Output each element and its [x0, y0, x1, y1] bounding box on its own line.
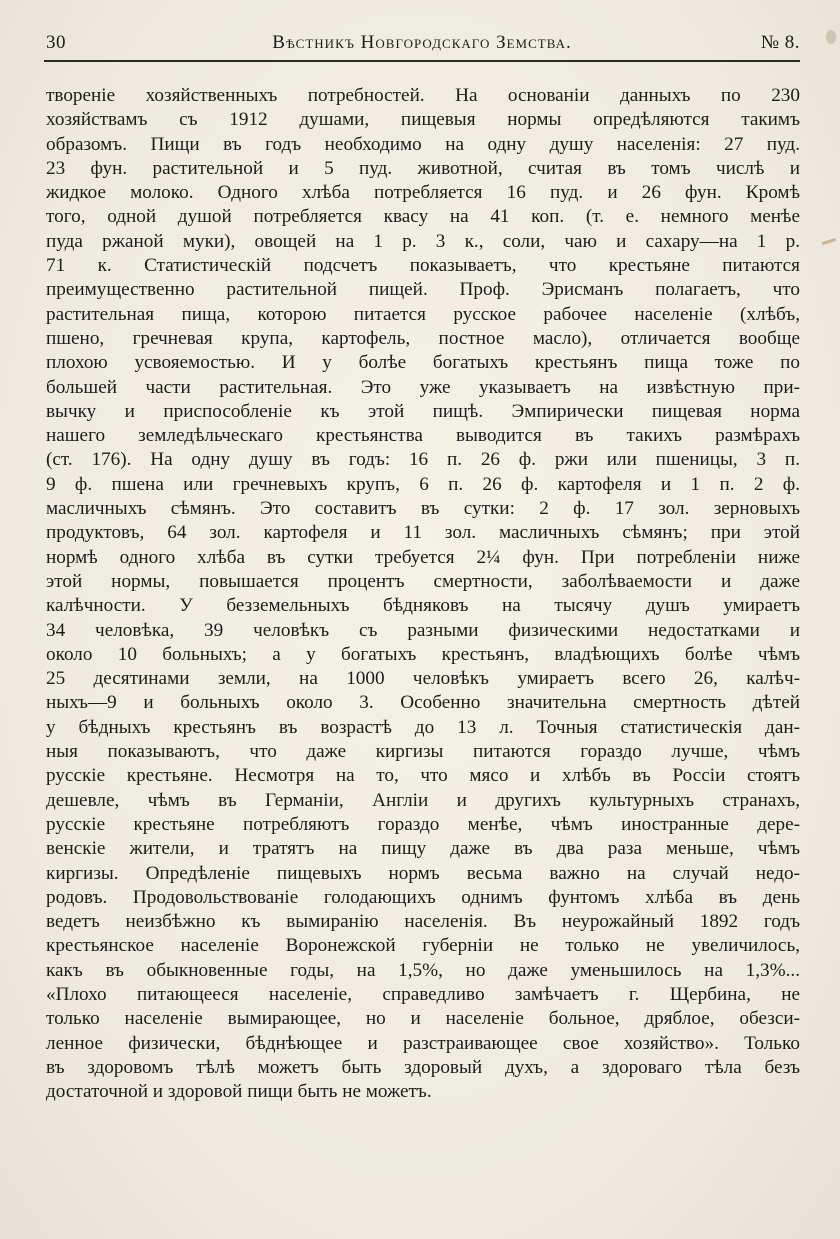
- text-line: 34 человѣка, 39 человѣкъ съ разными физическими недостатками и: [46, 619, 800, 641]
- text-line: масличныхъ сѣмянъ. Это составитъ въ сутки: 2 ф. 17 зол. зерновыхъ: [46, 498, 800, 520]
- text-line: того, одной душой потребляется квасу на 41 коп. (т. е. немного менѣе: [46, 206, 800, 228]
- text-line: плохою усвояемостью. И у болѣе богатыхъ крестьянъ пища тоже по: [46, 352, 800, 374]
- text-line: дешевле, чѣмъ въ Германіи, Англіи и другихъ культурныхъ странахъ,: [46, 789, 800, 811]
- text-line: около 10 больныхъ; а у богатыхъ крестьянъ, владѣющихъ болѣе чѣмъ: [46, 643, 800, 665]
- text-line: пуда ржаной муки), овощей на 1 р. 3 к., соли, чаю и сахару—на 1 р.: [46, 230, 800, 252]
- text-line: родовъ. Продовольствованіе голодающихъ однимъ фунтомъ хлѣба въ день: [46, 886, 800, 908]
- page-number: 30: [46, 32, 66, 53]
- text-line: русскіе крестьяне. Несмотря на то, что мясо и хлѣбъ въ Россіи стоятъ: [46, 765, 800, 787]
- text-line: (ст. 176). На одну душу въ годъ: 16 п. 26 ф. ржи или пшеницы, 3 п.: [46, 449, 800, 471]
- text-line: у бѣдныхъ крестьянъ въ возрастѣ до 13 л. Точныя статистическія дан-: [46, 716, 800, 738]
- text-line: нормѣ одного хлѣба въ сутки требуется 2¼ фун. При потребленіи ниже: [46, 546, 800, 568]
- text-line: только населеніе вымирающее, но и населеніе больное, дряблое, обезси-: [46, 1008, 800, 1030]
- margin-mark: [822, 238, 836, 245]
- text-line: большей части растительная. Это уже указываетъ на извѣстную при-: [46, 376, 800, 398]
- text-line: калѣчности. У безземельныхъ бѣдняковъ на тысячу душъ умираетъ: [46, 595, 800, 617]
- text-line: достаточной и здоровой пищи быть не можетъ.: [46, 1081, 432, 1103]
- text-line: образомъ. Пищи въ годъ необходимо на одну душу населенія: 27 пуд.: [46, 133, 800, 155]
- text-line: какъ въ обыкновенные годы, на 1,5%, но даже уменьшилось на 1,3%...: [46, 959, 800, 981]
- text-line: 25 десятинами земли, на 1000 человѣкъ умираетъ всего 26, калѣч-: [46, 668, 800, 690]
- text-line: киргизы. Опредѣленіе пищевыхъ нормъ весьма важно на случай недо-: [46, 862, 800, 884]
- page-header: [44, 30, 800, 60]
- text-line: пшено, гречневая крупа, картофель, постное масло), отличается вообще: [46, 327, 800, 349]
- text-line: «Плохо питающееся населеніе, справедливо замѣчаетъ г. Щербина, не: [46, 983, 800, 1005]
- text-line: русскіе крестьяне потребляютъ гораздо менѣе, чѣмъ иностранные дере-: [46, 813, 800, 835]
- text-line: хозяйствамъ съ 1912 душами, пищевыя нормы опредѣляются такимъ: [46, 109, 800, 131]
- text-line: крестьянское населеніе Воронежской губерніи не только не увеличилось,: [46, 935, 800, 957]
- text-line: нашего земледѣльческаго крестьянства выводится въ такихъ размѣрахъ: [46, 425, 800, 447]
- issue-number: № 8.: [760, 32, 800, 53]
- text-line: вычку и приспособленіе къ этой пищѣ. Эмпирически пищевая норма: [46, 400, 800, 422]
- text-line: продуктовъ, 64 зол. картофеля и 11 зол. масличныхъ сѣмянъ; при этой: [46, 522, 800, 544]
- text-line: 9 ф. пшена или гречневыхъ крупъ, 6 п. 26 ф. картофеля и 1 п. 2 ф.: [46, 473, 800, 495]
- text-line: твореніе хозяйственныхъ потребностей. На основаніи данныхъ по 230: [46, 85, 800, 106]
- text-line: растительная пища, которою питается русское рабочее населеніе (хлѣбъ,: [46, 303, 800, 325]
- text-line: ведетъ неизбѣжно къ вымиранію населенія. Въ неурожайный 1892 годъ: [46, 911, 800, 933]
- text-line: ныхъ—9 и больныхъ около 3. Особенно значительна смертность дѣтей: [46, 692, 800, 714]
- text-line: ныя показываютъ, что даже киргизы питаются гораздо лучше, чѣмъ: [46, 741, 800, 763]
- text-line: преимущественно растительной пищей. Проф. Эрисманъ полагаетъ, что: [46, 279, 800, 301]
- text-line: этой нормы, повышается процентъ смертности, заболѣваемости и даже: [46, 570, 800, 592]
- text-line: 71 к. Статистическій подсчетъ показываетъ, что крестьяне питаются: [46, 255, 800, 277]
- text-line: въ здоровомъ тѣлѣ можетъ быть здоровый духъ, а здороваго тѣла безъ: [46, 1056, 800, 1078]
- paper-stain: [826, 30, 836, 44]
- text-line: жидкое молоко. Одного хлѣба потребляется 16 пуд. и 26 фун. Кромѣ: [46, 182, 800, 204]
- body-text: [46, 84, 800, 1104]
- text-line: 23 фун. растительной и 5 пуд. животной, считая въ томъ числѣ и: [46, 157, 800, 179]
- text-line: венскіе жители, и тратятъ на пищу даже въ два раза меньше, чѣмъ: [46, 838, 800, 860]
- running-title: Вѣстникъ Новгородскаго Земства.: [272, 32, 572, 53]
- text-line: ленное физически, бѣднѣющее и разстраивающее свое хозяйство». Только: [46, 1032, 800, 1054]
- header-rule: [44, 60, 800, 62]
